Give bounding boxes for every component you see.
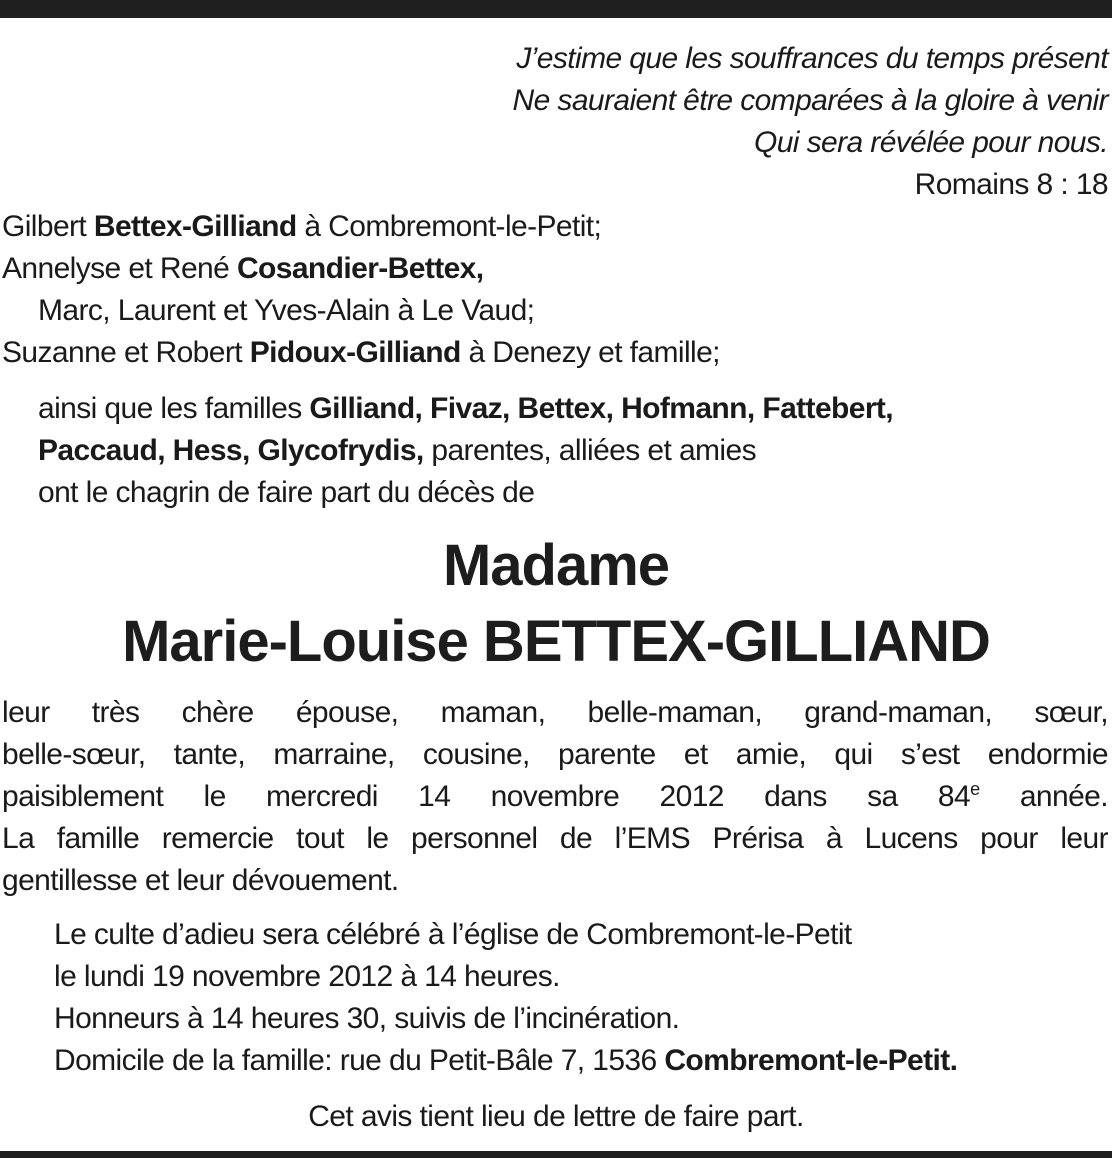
family-row-3: Marc, Laurent et Yves-Alain à Le Vaud; — [38, 294, 535, 327]
families-line-1-names: Gilliand, Fivaz, Bettex, Hofmann, Fattebert, — [309, 392, 894, 425]
family-row-4-name: Pidoux-Gilliand — [249, 336, 461, 369]
ceremony-line-4-place: Combremont-le-Petit. — [664, 1044, 958, 1077]
ceremony-line-1: Le culte d’adieu sera célébré à l’église de Combremont-le-Petit — [54, 918, 852, 951]
families-line-3: ont le chagrin de faire part du décès de — [38, 476, 535, 509]
families-line-2-names: Paccaud, Hess, Glycofrydis, — [38, 434, 424, 467]
families-line-2-post: parentes, alliées et amies — [423, 434, 756, 467]
body-line-4: La famille remercie tout le personnel de l’EMS Prérisa à Lucens pour leur — [2, 822, 1108, 855]
body-line-3 — [2, 776, 1108, 818]
bottom-border-rule — [0, 1151, 1112, 1158]
family-row-2 — [2, 248, 484, 290]
family-row-1-name: Bettex-Gilliand — [93, 210, 297, 243]
family-row-1-post: à Combremont-le-Petit; — [296, 210, 602, 243]
body-line-5: gentillesse et leur dévouement. — [2, 864, 399, 897]
quote-line-3: Qui sera révélée pour nous. — [753, 126, 1108, 159]
quote-reference: Romains 8 : 18 — [914, 168, 1108, 201]
body-line-3-pre: paisiblement le mercredi 14 novembre 2012 dans sa 84 — [2, 780, 971, 813]
body-line-3-sup: e — [970, 779, 980, 799]
family-row-1-pre: Gilbert — [2, 210, 94, 243]
footer-note: Cet avis tient lieu de lettre de faire part. — [308, 1100, 804, 1133]
body-line-2: belle-sœur, tante, marraine, cousine, parente et amie, qui s’est endormie — [2, 738, 1108, 771]
body-paragraph — [2, 692, 1108, 902]
quote-line-2: Ne sauraient être comparées à la gloire à venir — [512, 84, 1108, 117]
ceremony-line-3: Honneurs à 14 heures 30, suivis de l’incinération. — [54, 1002, 680, 1035]
quote-line-1: J’estime que les souffrances du temps présent — [516, 42, 1108, 75]
family-row-2-name: Cosandier-Bettex, — [236, 252, 484, 285]
ceremony-line-2: le lundi 19 novembre 2012 à 14 heures. — [54, 960, 560, 993]
families-line-2 — [38, 430, 756, 472]
top-border-rule — [0, 0, 1112, 18]
body-line-3-post: année. — [979, 780, 1108, 813]
families-line-1 — [38, 388, 893, 430]
deceased-name: Marie-Louise BETTEX-GILLIAND — [122, 609, 990, 674]
family-row-2-pre: Annelyse et René — [2, 252, 237, 285]
deceased-title: Madame — [442, 533, 670, 598]
family-row-4 — [2, 332, 720, 374]
families-line-1-pre: ainsi que les familles — [38, 392, 310, 425]
body-line-1: leur très chère épouse, maman, belle-maman, grand-maman, sœur, — [2, 696, 1108, 729]
ceremony-line-4-pre: Domicile de la famille: rue du Petit-Bâle 7, 1536 — [54, 1044, 665, 1077]
family-row-1 — [2, 206, 601, 248]
family-row-4-post: à Denezy et famille; — [460, 336, 720, 369]
family-row-4-pre: Suzanne et Robert — [2, 336, 250, 369]
ceremony-line-4 — [54, 1040, 957, 1082]
